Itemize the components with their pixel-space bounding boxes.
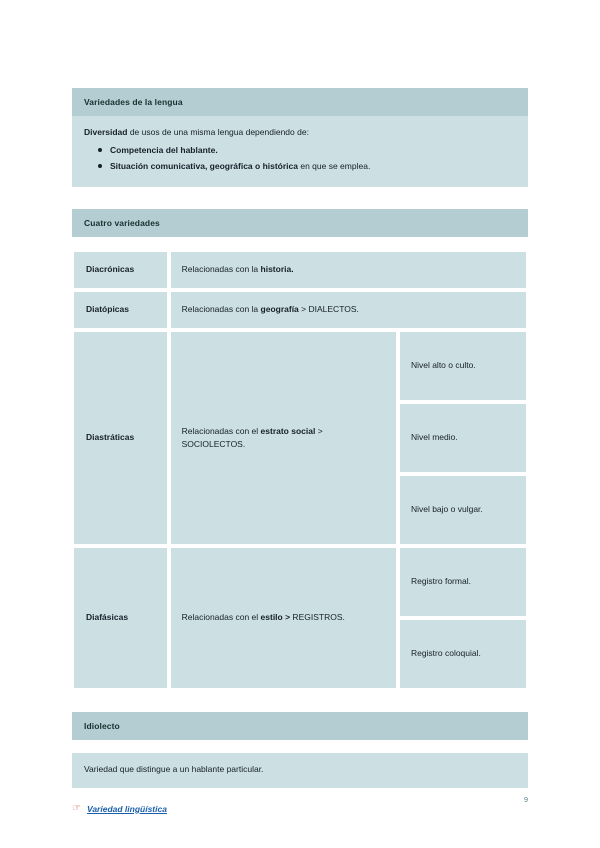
desc-post: > SOCIOLECTOS.	[181, 425, 323, 449]
desc-pre: Relacionadas con el	[181, 425, 261, 436]
variety-label-diastraticas: Diastráticas	[72, 330, 169, 546]
bullet-rest-1: en que se emplea.	[298, 160, 371, 171]
table-row	[72, 250, 528, 290]
spacer	[72, 237, 528, 250]
desc-post: > DIALECTOS.	[298, 304, 359, 315]
intro-lead	[84, 126, 516, 139]
variety-label-diatopicas: Diatópicas	[72, 290, 169, 330]
variety-level: Nivel medio.	[398, 402, 528, 474]
spacer	[72, 187, 528, 209]
intro-bullet-list	[84, 142, 516, 174]
variety-desc-diacronicas	[169, 250, 528, 290]
desc-post: REGISTROS.	[290, 612, 345, 623]
document-content	[72, 88, 528, 814]
desc-bold: geografía	[260, 304, 299, 315]
section-header-idiolect: Idiolecto	[72, 712, 528, 740]
pointing-hand-icon: ☞	[72, 802, 81, 814]
page-number: 9	[523, 795, 528, 804]
bullet-bold-0: Competencia del hablante.	[110, 144, 218, 155]
list-item	[110, 158, 516, 174]
varieties-table	[72, 250, 528, 690]
variety-desc-diafasicas	[169, 546, 398, 690]
table-row	[72, 546, 528, 618]
desc-bold: estrato social	[260, 425, 316, 436]
reference-link-row[interactable]	[72, 804, 528, 814]
desc-bold: historia.	[260, 264, 294, 275]
spacer	[72, 740, 528, 753]
variety-level: Registro coloquial.	[398, 618, 528, 690]
idiolect-block: Variedad que distingue a un hablante particular.	[72, 753, 528, 788]
desc-pre: Relacionadas con la	[181, 264, 261, 275]
table-row	[72, 330, 528, 402]
variety-label-diacronicas: Diacrónicas	[72, 250, 169, 290]
variety-desc-diatopicas	[169, 290, 528, 330]
link-variedad-linguistica[interactable]: Variedad lingüística	[86, 803, 167, 814]
section-header-four-varieties: Cuatro variedades	[72, 209, 528, 237]
intro-lead-rest: de usos de una misma lengua dependiendo de:	[127, 127, 309, 137]
variety-level: Nivel alto o culto.	[398, 330, 528, 402]
desc-bold: estilo >	[260, 612, 291, 623]
variety-desc-diastraticas	[169, 330, 398, 546]
desc-pre: Relacionadas con el	[181, 612, 261, 623]
variety-level: Nivel bajo o vulgar.	[398, 474, 528, 546]
spacer	[72, 690, 528, 712]
desc-pre: Relacionadas con la	[181, 304, 261, 315]
section-header-varieties-of-language: Variedades de la lengua	[72, 88, 528, 116]
intro-block	[72, 116, 528, 187]
table-row	[72, 290, 528, 330]
bullet-bold-1: Situación comunicativa, geográfica o histórica	[110, 160, 298, 171]
variety-level: Registro formal.	[398, 546, 528, 618]
intro-lead-bold: Diversidad	[84, 127, 128, 137]
list-item	[110, 142, 516, 158]
variety-label-diafasicas: Diafásicas	[72, 546, 169, 690]
